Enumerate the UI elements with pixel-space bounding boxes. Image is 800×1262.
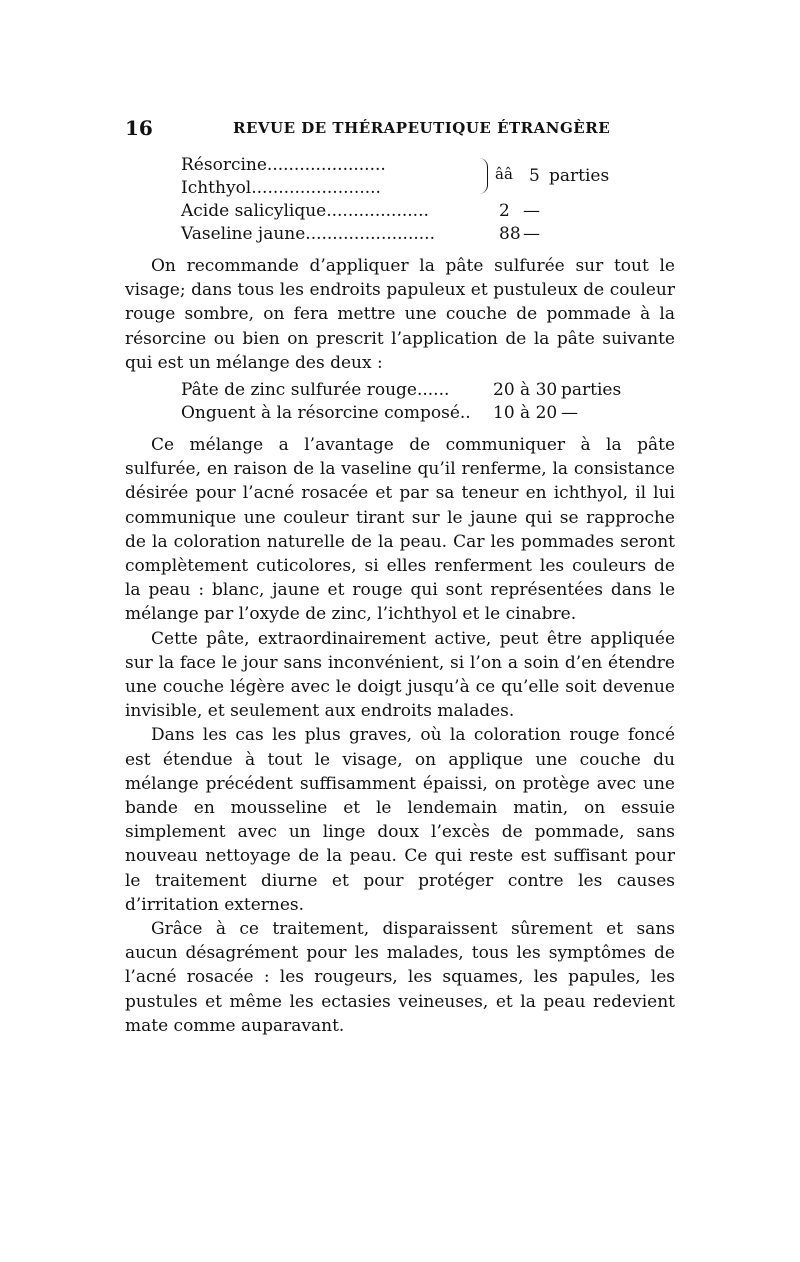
paragraph: Grâce à ce traitement, disparaissent sûrement et sans aucun désagrément pour les malades, tous les symptômes de l’acné rosacée : les rougeurs, les squames, les papules, les pustules et même les ectasies veineuses, et la peau redevient mate comme auparavant. bbox=[125, 919, 675, 1036]
grouped-ingredients bbox=[181, 154, 675, 200]
ingredient-name: Ichthyol........................ bbox=[181, 178, 381, 198]
ingredient-quantity: 10 à 20 bbox=[493, 403, 558, 424]
ingredient-name: Pâte de zinc sulfurée rouge...... bbox=[181, 380, 450, 401]
document-page bbox=[125, 116, 675, 1038]
recipe-table-1 bbox=[181, 154, 675, 246]
ingredient-unit: — bbox=[523, 201, 540, 221]
running-header bbox=[125, 116, 675, 142]
ingredient-quantity: 20 à 30 bbox=[493, 380, 558, 401]
paragraph: Ce mélange a l’avantage de communiquer à la pâte sulfurée, en raison de la vaseline qu’il renferme, la consistance désirée pour l’acné rosacée et par sa teneur en ichthyol, il lui communique une couleur tirant sur le jaune qui se rapproche de la coloration naturelle de la peau. Car les pommades seront complètement cuticolores, si elles renferment les couleurs de la peau : blanc, jaune et rouge qui sont représentées dans le mélange par l’oxyde de zinc, l’ichthyol et le cinabre. bbox=[125, 435, 675, 625]
brace-mark bbox=[479, 158, 488, 194]
ingredient-name: Résorcine...................... bbox=[181, 155, 386, 175]
page-number: 16 bbox=[125, 116, 153, 140]
ana-mark: ââ bbox=[495, 165, 513, 183]
recipe-row bbox=[181, 200, 675, 223]
ingredient-unit: parties bbox=[549, 166, 610, 186]
recipe-row bbox=[181, 223, 675, 246]
paragraph: Cette pâte, extraordinairement active, peut être appliquée sur la face le jour sans inconvénient, si l’on a soin d’en étendre une couche légère avec le doigt jusqu’à ce qu’elle soit devenue invisible, et seulement aux endroits malades. bbox=[125, 628, 675, 722]
ingredient-unit: — bbox=[561, 403, 578, 424]
paragraph: Dans les cas les plus graves, où la coloration rouge foncé est étendue à tout le visage, on applique une couche du mélange précédent suffisamment épaissi, on protège avec une bande en mousseline et le lendemain matin, on essuie simplement avec un linge doux l’excès de pommade, sans nouveau nettoyage de la peau. Ce qui reste est suffisant pour le traitement diurne et pour protéger contre les causes d’irritation externes. bbox=[125, 725, 675, 915]
ingredient-name: Acide salicylique................... bbox=[181, 201, 429, 221]
ingredient-name: Onguent à la résorcine composé.. bbox=[181, 403, 471, 424]
recipe-table-2 bbox=[181, 379, 675, 425]
recipe-row bbox=[181, 379, 675, 402]
ingredient-quantity: 5 bbox=[529, 166, 540, 186]
ingredient-quantity: 88 bbox=[499, 224, 521, 244]
ingredient-name: Vaseline jaune........................ bbox=[181, 224, 435, 244]
ingredient-unit: parties bbox=[561, 380, 622, 401]
ingredient-unit: — bbox=[523, 224, 540, 244]
paragraph: On recommande d’appliquer la pâte sulfurée sur tout le visage; dans tous les endroits papuleux et pustuleux de couleur rouge sombre, on fera mettre une couche de pommade à la résorcine ou bien on prescrit l’application de la pâte suivante qui est un mélange des deux : bbox=[125, 256, 675, 373]
recipe-row bbox=[181, 402, 675, 425]
ingredient-quantity: 2 bbox=[499, 201, 510, 221]
running-title: REVUE DE THÉRAPEUTIQUE ÉTRANGÈRE bbox=[233, 119, 611, 137]
